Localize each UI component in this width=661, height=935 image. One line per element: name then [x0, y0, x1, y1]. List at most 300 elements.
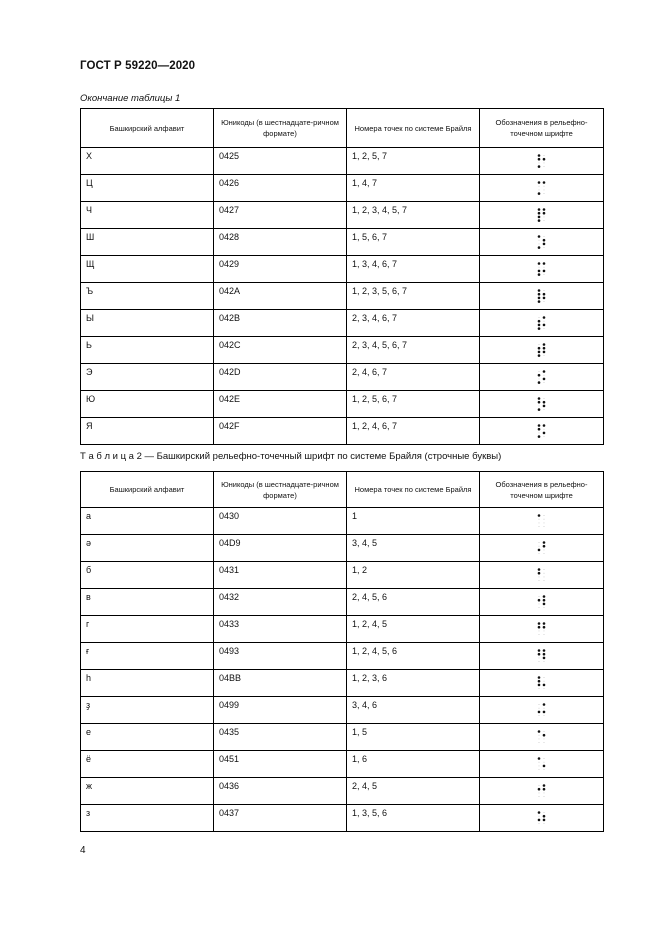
unicode-cell: 042F — [214, 418, 347, 445]
raised-dot — [542, 370, 545, 373]
raised-dot — [537, 381, 540, 384]
raised-dot — [542, 405, 545, 408]
braille-glyph-cell — [480, 751, 604, 778]
raised-dot — [537, 324, 540, 327]
braille-cell — [536, 540, 548, 556]
raised-dot — [542, 262, 545, 265]
raised-dot — [537, 219, 540, 222]
table-row — [81, 751, 604, 778]
empty-dot — [538, 580, 539, 581]
braille-cell — [536, 261, 548, 277]
dots-cell: 1, 2, 5, 7 — [347, 148, 480, 175]
empty-dot — [543, 274, 544, 275]
empty-dot — [543, 236, 544, 237]
braille-cell — [536, 648, 548, 664]
empty-dot — [543, 630, 544, 631]
empty-dot — [543, 731, 544, 732]
letter-cell: Ю — [81, 391, 214, 418]
dots-cell: 3, 4, 6 — [347, 697, 480, 724]
raised-dot — [537, 351, 540, 354]
empty-dot — [538, 785, 539, 786]
raised-dot — [537, 165, 540, 168]
unicode-cell: 0428 — [214, 229, 347, 256]
raised-dot — [537, 626, 540, 629]
table-row — [81, 229, 604, 256]
letter-cell: ҙ — [81, 697, 214, 724]
raised-dot — [537, 819, 540, 822]
empty-dot — [538, 769, 539, 770]
empty-dot — [543, 375, 544, 376]
raised-dot — [537, 158, 540, 161]
raised-dot — [542, 784, 545, 787]
letter-cell: Ь — [81, 337, 214, 364]
dots-cell: 2, 3, 4, 6, 7 — [347, 310, 480, 337]
empty-dot — [543, 216, 544, 217]
empty-dot — [538, 186, 539, 187]
braille-cell — [536, 702, 548, 718]
braille-cell — [536, 567, 548, 583]
raised-dot — [537, 235, 540, 238]
table-row — [81, 805, 604, 832]
empty-dot — [543, 436, 544, 437]
raised-dot — [537, 273, 540, 276]
empty-dot — [543, 688, 544, 689]
raised-dot — [542, 324, 545, 327]
raised-dot — [537, 320, 540, 323]
table-row — [81, 589, 604, 616]
col-header-braille: Обозначения в рельефно-точечном шрифте — [480, 109, 604, 148]
braille-glyph-cell — [480, 535, 604, 562]
unicode-cell: 0431 — [214, 562, 347, 589]
empty-dot — [543, 267, 544, 268]
letter-cell: Щ — [81, 256, 214, 283]
table-row — [81, 175, 604, 202]
table-row — [81, 202, 604, 229]
unicode-cell: 0426 — [214, 175, 347, 202]
empty-dot — [543, 634, 544, 635]
raised-dot — [542, 545, 545, 548]
raised-dot — [542, 626, 545, 629]
letter-cell: һ — [81, 670, 214, 697]
raised-dot — [537, 568, 540, 571]
letter-cell: Ш — [81, 229, 214, 256]
braille-glyph-cell — [480, 589, 604, 616]
empty-dot — [538, 823, 539, 824]
letter-cell: ғ — [81, 643, 214, 670]
empty-dot — [543, 189, 544, 190]
raised-dot — [542, 424, 545, 427]
raised-dot — [542, 603, 545, 606]
empty-dot — [543, 792, 544, 793]
braille-cell — [536, 207, 548, 223]
raised-dot — [542, 378, 545, 381]
raised-dot — [537, 208, 540, 211]
braille-glyph-cell — [480, 229, 604, 256]
raised-dot — [537, 811, 540, 814]
empty-dot — [538, 704, 539, 705]
raised-dot — [537, 730, 540, 733]
empty-dot — [538, 405, 539, 406]
col-header-alphabet: Башкирский алфавит — [81, 109, 214, 148]
table-row — [81, 310, 604, 337]
unicode-cell: 042A — [214, 283, 347, 310]
letter-cell: Я — [81, 418, 214, 445]
letter-cell: Ы — [81, 310, 214, 337]
table1-body — [81, 148, 604, 445]
raised-dot — [542, 541, 545, 544]
raised-dot — [537, 572, 540, 575]
empty-dot — [543, 519, 544, 520]
letter-cell: е — [81, 724, 214, 751]
raised-dot — [537, 212, 540, 215]
table1-caption: Окончание таблицы 1 — [80, 93, 181, 104]
raised-dot — [537, 246, 540, 249]
empty-dot — [538, 189, 539, 190]
raised-dot — [542, 316, 545, 319]
braille-cell — [536, 594, 548, 610]
raised-dot — [537, 289, 540, 292]
empty-dot — [543, 576, 544, 577]
braille-cell — [536, 153, 548, 169]
raised-dot — [537, 297, 540, 300]
braille-cell — [536, 342, 548, 358]
braille-glyph-cell — [480, 175, 604, 202]
raised-dot — [537, 300, 540, 303]
braille-glyph-cell — [480, 616, 604, 643]
raised-dot — [537, 192, 540, 195]
empty-dot — [538, 596, 539, 597]
raised-dot — [537, 649, 540, 652]
raised-dot — [537, 684, 540, 687]
empty-dot — [543, 758, 544, 759]
dots-cell: 1, 6 — [347, 751, 480, 778]
table1 — [80, 108, 604, 445]
empty-dot — [543, 742, 544, 743]
empty-dot — [538, 344, 539, 345]
empty-dot — [543, 162, 544, 163]
braille-cell — [536, 234, 548, 250]
empty-dot — [538, 553, 539, 554]
empty-dot — [543, 580, 544, 581]
table-row — [81, 418, 604, 445]
raised-dot — [542, 649, 545, 652]
table-row — [81, 391, 604, 418]
raised-dot — [542, 239, 545, 242]
empty-dot — [538, 607, 539, 608]
braille-glyph-cell — [480, 562, 604, 589]
col-header-unicode: Юникоды (в шестнадцате-ричном формате) — [214, 472, 347, 508]
empty-dot — [538, 688, 539, 689]
table-row — [81, 256, 604, 283]
letter-cell: Х — [81, 148, 214, 175]
empty-dot — [538, 735, 539, 736]
table-row — [81, 697, 604, 724]
dots-cell: 1, 5, 6, 7 — [347, 229, 480, 256]
raised-dot — [542, 158, 545, 161]
braille-glyph-cell — [480, 778, 604, 805]
braille-cell — [536, 621, 548, 637]
col-header-dots: Номера точек по системе Брайля — [347, 109, 480, 148]
table-row — [81, 724, 604, 751]
empty-dot — [543, 193, 544, 194]
empty-dot — [538, 526, 539, 527]
unicode-cell: 0493 — [214, 643, 347, 670]
empty-dot — [538, 765, 539, 766]
empty-dot — [538, 816, 539, 817]
letter-cell: з — [81, 805, 214, 832]
braille-glyph-cell — [480, 643, 604, 670]
braille-glyph-cell — [480, 508, 604, 535]
raised-dot — [537, 397, 540, 400]
empty-dot — [538, 378, 539, 379]
raised-dot — [542, 401, 545, 404]
raised-dot — [542, 432, 545, 435]
empty-dot — [543, 796, 544, 797]
empty-dot — [543, 515, 544, 516]
empty-dot — [538, 657, 539, 658]
braille-glyph-cell — [480, 724, 604, 751]
dots-cell: 1, 2, 3, 6 — [347, 670, 480, 697]
empty-dot — [543, 355, 544, 356]
braille-glyph-cell — [480, 418, 604, 445]
empty-dot — [543, 186, 544, 187]
letter-cell: ж — [81, 778, 214, 805]
letter-cell: в — [81, 589, 214, 616]
braille-glyph-cell — [480, 148, 604, 175]
table2-body — [81, 508, 604, 832]
empty-dot — [543, 661, 544, 662]
dots-cell: 1, 2 — [347, 562, 480, 589]
raised-dot — [537, 374, 540, 377]
dots-cell: 1, 2, 5, 6, 7 — [347, 391, 480, 418]
empty-dot — [543, 166, 544, 167]
empty-dot — [538, 634, 539, 635]
empty-dot — [538, 762, 539, 763]
empty-dot — [543, 769, 544, 770]
braille-cell — [536, 729, 548, 745]
braille-cell — [536, 180, 548, 196]
raised-dot — [542, 653, 545, 656]
raised-dot — [537, 549, 540, 552]
empty-dot — [543, 429, 544, 430]
raised-dot — [537, 154, 540, 157]
dots-cell: 1, 2, 4, 5, 6 — [347, 643, 480, 670]
empty-dot — [538, 542, 539, 543]
braille-cell — [536, 783, 548, 799]
raised-dot — [537, 599, 540, 602]
unicode-cell: 0425 — [214, 148, 347, 175]
unicode-cell: 0436 — [214, 778, 347, 805]
table2-caption: Т а б л и ц а 2 — Башкирский рельефно-точечный шрифт по системе Брайля (строчные буквы) — [80, 451, 502, 462]
unicode-cell: 042D — [214, 364, 347, 391]
letter-cell: ё — [81, 751, 214, 778]
braille-glyph-cell — [480, 202, 604, 229]
braille-cell — [536, 675, 548, 691]
raised-dot — [542, 684, 545, 687]
empty-dot — [543, 155, 544, 156]
empty-dot — [538, 546, 539, 547]
letter-cell: а — [81, 508, 214, 535]
raised-dot — [537, 788, 540, 791]
raised-dot — [542, 819, 545, 822]
empty-dot — [538, 522, 539, 523]
table-row — [81, 643, 604, 670]
braille-cell — [536, 423, 548, 439]
empty-dot — [538, 267, 539, 268]
braille-cell — [536, 756, 548, 772]
empty-dot — [543, 409, 544, 410]
braille-glyph-cell — [480, 391, 604, 418]
unicode-cell: 0451 — [214, 751, 347, 778]
braille-glyph-cell — [480, 364, 604, 391]
raised-dot — [537, 262, 540, 265]
dots-cell: 1, 3, 4, 6, 7 — [347, 256, 480, 283]
dots-cell: 1, 2, 4, 5 — [347, 616, 480, 643]
empty-dot — [538, 240, 539, 241]
dots-cell: 3, 4, 5 — [347, 535, 480, 562]
raised-dot — [542, 595, 545, 598]
empty-dot — [543, 301, 544, 302]
empty-dot — [538, 738, 539, 739]
dots-cell: 1, 4, 7 — [347, 175, 480, 202]
letter-cell: Ч — [81, 202, 214, 229]
letter-cell: Ц — [81, 175, 214, 202]
braille-glyph-cell — [480, 283, 604, 310]
dots-cell: 1, 5 — [347, 724, 480, 751]
table-row — [81, 778, 604, 805]
empty-dot — [538, 630, 539, 631]
empty-dot — [543, 522, 544, 523]
raised-dot — [542, 297, 545, 300]
dots-cell: 2, 4, 5 — [347, 778, 480, 805]
braille-cell — [536, 810, 548, 826]
empty-dot — [538, 715, 539, 716]
braille-cell — [536, 315, 548, 331]
empty-dot — [543, 762, 544, 763]
unicode-cell: 0499 — [214, 697, 347, 724]
empty-dot — [538, 708, 539, 709]
table1-header-row — [81, 109, 604, 148]
empty-dot — [543, 553, 544, 554]
letter-cell: г — [81, 616, 214, 643]
empty-dot — [543, 328, 544, 329]
document-header: ГОСТ Р 59220—2020 — [80, 60, 196, 72]
raised-dot — [537, 514, 540, 517]
table-row — [81, 283, 604, 310]
letter-cell: ә — [81, 535, 214, 562]
empty-dot — [543, 398, 544, 399]
raised-dot — [537, 327, 540, 330]
dots-cell: 1, 3, 5, 6 — [347, 805, 480, 832]
raised-dot — [542, 347, 545, 350]
braille-glyph-cell — [480, 310, 604, 337]
col-header-unicode: Юникоды (в шестнадцате-ричном формате) — [214, 109, 347, 148]
raised-dot — [537, 181, 540, 184]
empty-dot — [538, 603, 539, 604]
raised-dot — [537, 354, 540, 357]
letter-cell: б — [81, 562, 214, 589]
raised-dot — [537, 676, 540, 679]
raised-dot — [542, 734, 545, 737]
unicode-cell: 0427 — [214, 202, 347, 229]
table-row — [81, 535, 604, 562]
raised-dot — [542, 622, 545, 625]
raised-dot — [542, 703, 545, 706]
table2-header-row — [81, 472, 604, 508]
col-header-dots: Номера точек по системе Брайля — [347, 472, 480, 508]
empty-dot — [538, 742, 539, 743]
unicode-cell: 04BB — [214, 670, 347, 697]
col-header-alphabet: Башкирский алфавит — [81, 472, 214, 508]
empty-dot — [543, 569, 544, 570]
unicode-cell: 0430 — [214, 508, 347, 535]
raised-dot — [542, 243, 545, 246]
braille-cell — [536, 396, 548, 412]
raised-dot — [542, 351, 545, 354]
empty-dot — [543, 321, 544, 322]
raised-dot — [542, 181, 545, 184]
unicode-cell: 0435 — [214, 724, 347, 751]
unicode-cell: 042B — [214, 310, 347, 337]
raised-dot — [542, 815, 545, 818]
dots-cell: 1, 2, 3, 5, 6, 7 — [347, 283, 480, 310]
raised-dot — [542, 599, 545, 602]
empty-dot — [543, 220, 544, 221]
raised-dot — [542, 270, 545, 273]
table-row — [81, 508, 604, 535]
raised-dot — [537, 408, 540, 411]
table-row — [81, 364, 604, 391]
raised-dot — [537, 757, 540, 760]
empty-dot — [543, 526, 544, 527]
empty-dot — [543, 382, 544, 383]
raised-dot — [542, 657, 545, 660]
table2 — [80, 471, 604, 832]
raised-dot — [537, 270, 540, 273]
raised-dot — [542, 212, 545, 215]
empty-dot — [543, 812, 544, 813]
empty-dot — [543, 677, 544, 678]
raised-dot — [537, 293, 540, 296]
empty-dot — [543, 715, 544, 716]
unicode-cell: 0432 — [214, 589, 347, 616]
empty-dot — [543, 681, 544, 682]
empty-dot — [538, 792, 539, 793]
empty-dot — [538, 519, 539, 520]
dots-cell: 1, 2, 3, 4, 5, 7 — [347, 202, 480, 229]
empty-dot — [543, 607, 544, 608]
dots-cell: 1 — [347, 508, 480, 535]
unicode-cell: 04D9 — [214, 535, 347, 562]
empty-dot — [543, 290, 544, 291]
raised-dot — [537, 347, 540, 350]
table-row — [81, 562, 604, 589]
empty-dot — [543, 549, 544, 550]
empty-dot — [543, 247, 544, 248]
empty-dot — [538, 243, 539, 244]
unicode-cell: 042C — [214, 337, 347, 364]
empty-dot — [538, 661, 539, 662]
col-header-braille: Обозначения в рельефно-точечном шрифте — [480, 472, 604, 508]
letter-cell: Э — [81, 364, 214, 391]
dots-cell: 2, 4, 6, 7 — [347, 364, 480, 391]
table-row — [81, 148, 604, 175]
empty-dot — [543, 738, 544, 739]
empty-dot — [538, 317, 539, 318]
braille-cell — [536, 369, 548, 385]
page-number: 4 — [80, 845, 86, 856]
braille-glyph-cell — [480, 670, 604, 697]
